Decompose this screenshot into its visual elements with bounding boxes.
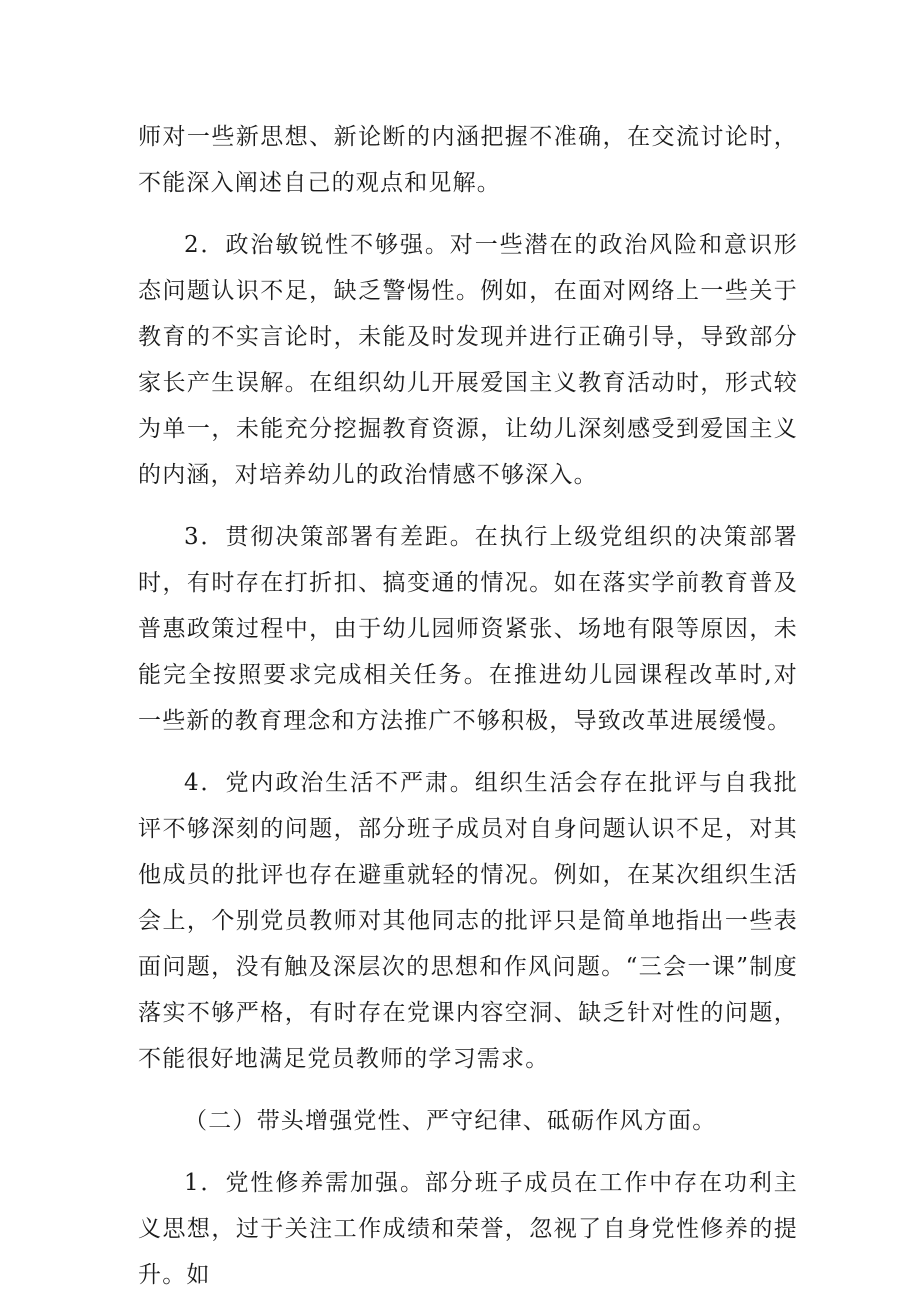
document-body bbox=[138, 114, 798, 1314]
paragraph-continuation: 师对一些新思想、新论断的内涵把握不准确，在交流讨论时，不能深入阐述自己的观点和见解。 bbox=[138, 124, 798, 196]
paragraph-item-3: 3．贯彻决策部署有差距。在执行上级党组织的决策部署时，有时存在打折扣、搞变通的情况。如在落实学前教育普及普惠政策过程中，由于幼儿园师资紧张、场地有限等原因，未能完全按照要求完成相关任务。在推进幼儿园课程改革时,对一些新的教育理念和方法推广不够积极，导致改革进展缓慢。 bbox=[138, 524, 798, 734]
section-heading: （二）带头增强党性、严守纪律、砥砺作风方面。 bbox=[184, 1108, 717, 1134]
paragraph-item-2: 2．政治敏锐性不够强。对一些潜在的政治风险和意识形态问题认识不足，缺乏警惕性。例如，在面对网络上一些关于教育的不实言论时，未能及时发现并进行正确引导，导致部分家长产生误解。在组织幼儿开展爱国主义教育活动时，形式较为单一，未能充分挖掘教育资源，让幼儿深刻感受到爱国主义的内涵，对培养幼儿的政治情感不够深入。 bbox=[138, 232, 798, 488]
paragraph-item-1: 1．党性修养需加强。部分班子成员在工作中存在功利主义思想，过于关注工作成绩和荣誉，忽视了自身党性修养的提升。如 bbox=[138, 1170, 798, 1288]
paragraph-item-4: 4．党内政治生活不严肃。组织生活会存在批评与自我批评不够深刻的问题，部分班子成员对自身问题认识不足，对其他成员的批评也存在避重就轻的情况。例如，在某次组织生活会上，个别党员教师对其他同志的批评只是简单地指出一些表面问题，没有触及深层次的思想和作风问题。“三会一课”制度落实不够严格，有时存在党课内容空洞、缺乏针对性的问题，不能很好地满足党员教师的学习需求。 bbox=[138, 770, 798, 1072]
